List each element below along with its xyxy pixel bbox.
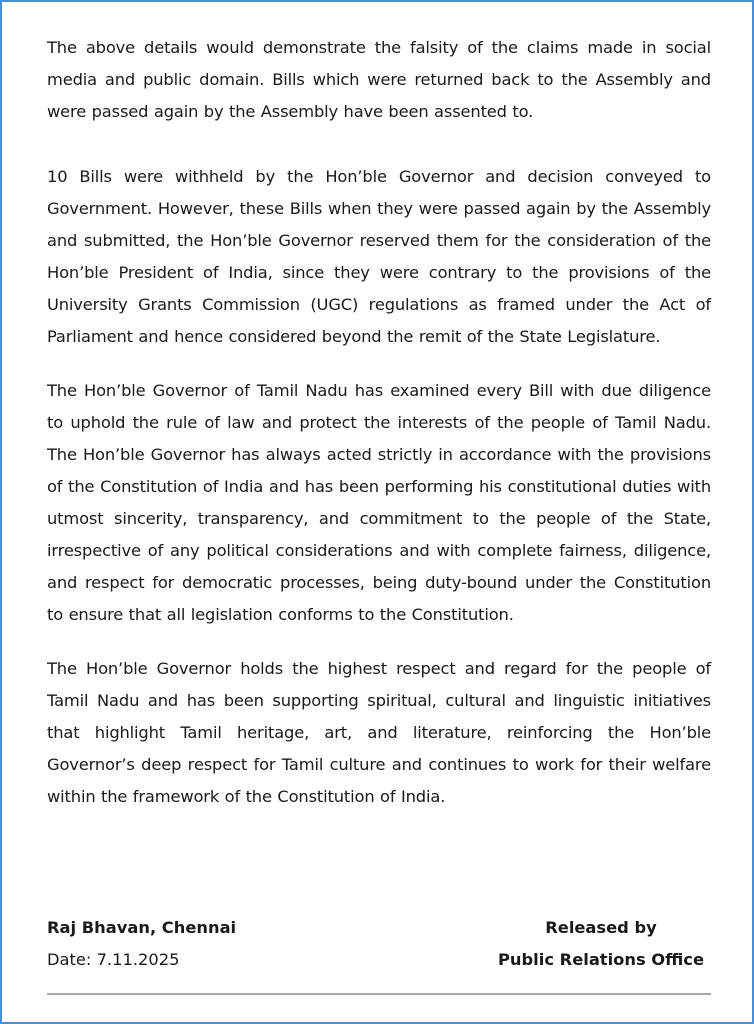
issuing-office: Public Relations Office bbox=[498, 950, 704, 969]
paragraph-falsity-claims: The above details would demonstrate the falsity of the claims made in social media and public domain. Bills which were returned back to the Assembly and were passed again by the Assembly have been assented to. bbox=[47, 38, 711, 121]
released-by-label: Released by bbox=[545, 918, 657, 937]
footer-row-2 bbox=[47, 944, 711, 976]
paragraph-withheld-bills: 10 Bills were withheld by the Hon’ble Governor and decision conveyed to Government. However, these Bills when they were passed again by the Assembly and submitted, the Hon’ble Governor reserved them for the consideration of the Hon’ble President of India, since they were contrary to the provisions of the University Grants Commission (UGC) regulations as framed under the Act of Parliament and hence considered beyond the remit of the State Legislature. bbox=[47, 167, 711, 346]
issuing-place: Raj Bhavan, Chennai bbox=[47, 918, 237, 937]
release-date: Date: 7.11.2025 bbox=[47, 950, 180, 969]
signature-block bbox=[47, 912, 711, 976]
paragraph-governor-diligence: The Hon’ble Governor of Tamil Nadu has examined every Bill with due diligence to uphold the rule of law and protect the interests of the people of Tamil Nadu. The Hon’ble Governor has always acted strictly in accordance with the provisions of the Constitution of India and has been performing his constitutional duties with utmost sincerity, transparency, and commitment to the people of the State, irrespective of any political considerations and with complete fairness, diligence, and respect for democratic processes, being duty-bound under the Constitution to ensure that all legislation conforms to the Constitution. bbox=[47, 381, 711, 624]
footer-row-1 bbox=[47, 912, 711, 944]
body-text bbox=[47, 32, 711, 813]
paragraph-tamil-culture: The Hon’ble Governor holds the highest respect and regard for the people of Tamil Nadu and has been supporting spiritual, cultural and linguistic initiatives that highlight Tamil heritage, art, and literature, reinforcing the Hon’ble Governor’s deep respect for Tamil culture and continues to work for their welfare within the framework of the Constitution of India. bbox=[47, 659, 711, 806]
footer-divider bbox=[47, 993, 711, 995]
